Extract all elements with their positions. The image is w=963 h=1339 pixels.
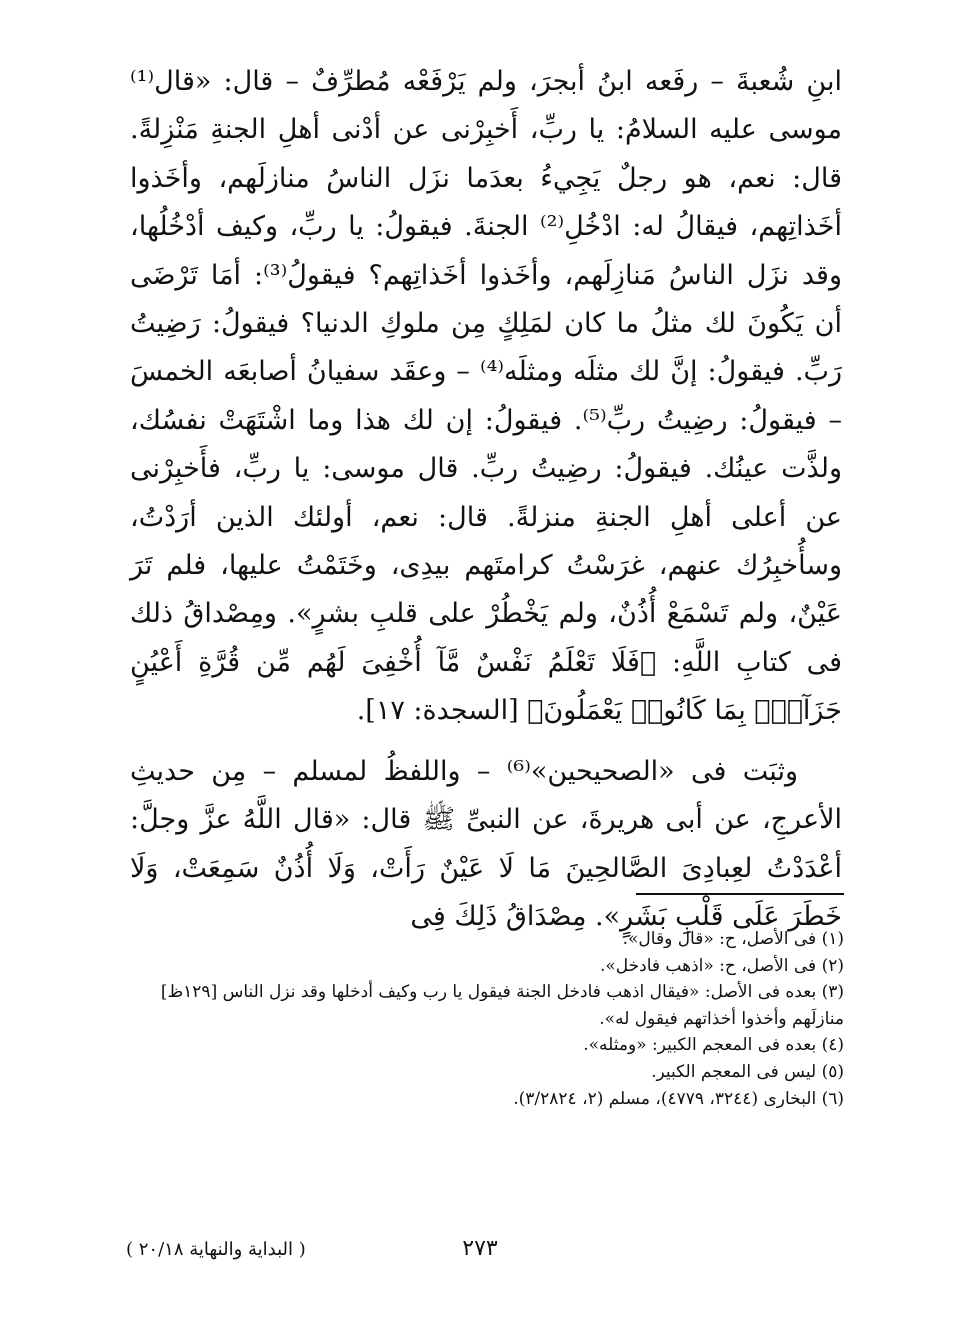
footnote-5: (٥) ليس فى المعجم الكبير. xyxy=(651,1061,844,1082)
footnote-separator xyxy=(636,893,844,895)
footnote-1: (١) فى الأصل، ح: «قال وقال». xyxy=(622,929,844,949)
footnote-6: (٦) البخارى (٣٢٤٤، ٤٧٧٩)، مسلم (٢، ٣/٢٨٢٤). xyxy=(513,1088,844,1109)
footnotes xyxy=(130,926,844,1112)
paragraph-2: وثبَت فى «الصحيحين»⁽⁶⁾ – واللفظُ لمسلم – مِن حديثِ الأعرجِ، عن أبى هريرةَ، عن النبىِّ ﷺ قال: «قال اللَّهُ عزَّ وجلَّ: أعْدَدْتُ لعِبادِىَ الصَّالحِينَ مَا لَا عَيْنٌ رَأَتْ، وَلَا أُذُنٌ سَمِعَتْ، وَلَا خَطَرَ عَلَى قَلْبِ بَشَرٍ». مِصْدَاقُ ذَلِكَ فِى xyxy=(130,755,842,932)
footnote-2: (٢) فى الأصل، ح: «اذهب فادخل». xyxy=(599,955,844,976)
paragraph-1: ابنِ شُعبةَ – رفَعه ابنُ أبجرَ، ولم يَرْفَعْه مُطرِّفٌ – قال: «قال⁽¹⁾ موسى عليه السلامُ: يا ربِّ، أَخبِرْنى عن أدْنى أهلِ الجنةِ مَنْزِلةً. قال: نعم، هو رجلٌ يَجِيءُ بعدَما نزَل الناسُ منازلَهم، وأخَذوا أخَذاتِهم، فيقالُ له: ادْخُلِ⁽²⁾ الجنةَ. فيقولُ: يا ربِّ، وكيف أدْخُلُها، وقد نزَل الناسُ مَنازِلَهم، وأخَذوا أخَذاتِهم؟ فيقولُ⁽³⁾: أمَا تَرْضَى أن يَكُونَ لك مثلُ ما كان لمَلِكٍ مِن ملوكِ الدنيا؟ فيقولُ: رَضِيتُ رَبِّ. فيقولُ: إنَّ لك مثلَه ومثلَه⁽⁴⁾ – وعقَد سفيانُ أصابعَه الخمسَ – فيقولُ: رضِيتُ ربِّ⁽⁵⁾. فيقولُ: إن لك هذا وما اشْتَهَتْ نفسُك، ولذَّت عينُك. فيقولُ: رضِيتُ ربِّ. قال موسى: يا ربِّ، فأَخبِرْنى عن أعلى أهلِ الجنةِ منزلةً. قال: نعم، أولئك الذين أرَدْتُ، وسأُخبِرُك عنهم، غرَسْتُ كرامتَهم بيدِى، وخَتَمْتُ عليها، فلم تَرَ عَيْنٌ، ولم تَسْمَعْ أُذُنٌ، ولم يَخْطُرْ على قلبِ بشرٍ». ومِصْداقُ ذلك فى كتابِ اللَّهِ: ﴿فَلَا تَعْلَمُ نَفْسٌ مَّآ أُخْفِىَ لَهُم مِّن قُرَّةِ أَعْيُنٍ جَزَآءًۢ بِمَا كَانُوا۟ يَعْمَلُونَ﴾ [السجدة: ١٧]. xyxy=(130,66,842,727)
running-title: ( البداية والنهاية ٢٠/١٨ ) xyxy=(126,1239,306,1260)
main-text xyxy=(130,58,842,941)
page-number: ٢٧٣ xyxy=(462,1236,498,1261)
footnote-4: (٤) بعده فى المعجم الكبير: «ومثله». xyxy=(583,1035,844,1056)
footnote-3: (٣) بعده فى الأصل: «فيقال اذهب فادخل الجنة فيقول يا رب وكيف أدخلها وقد نزل الناس [١٢٩ظ] منازلَهم وأخذوا أخذاتهم فيقول له». xyxy=(160,982,844,1029)
